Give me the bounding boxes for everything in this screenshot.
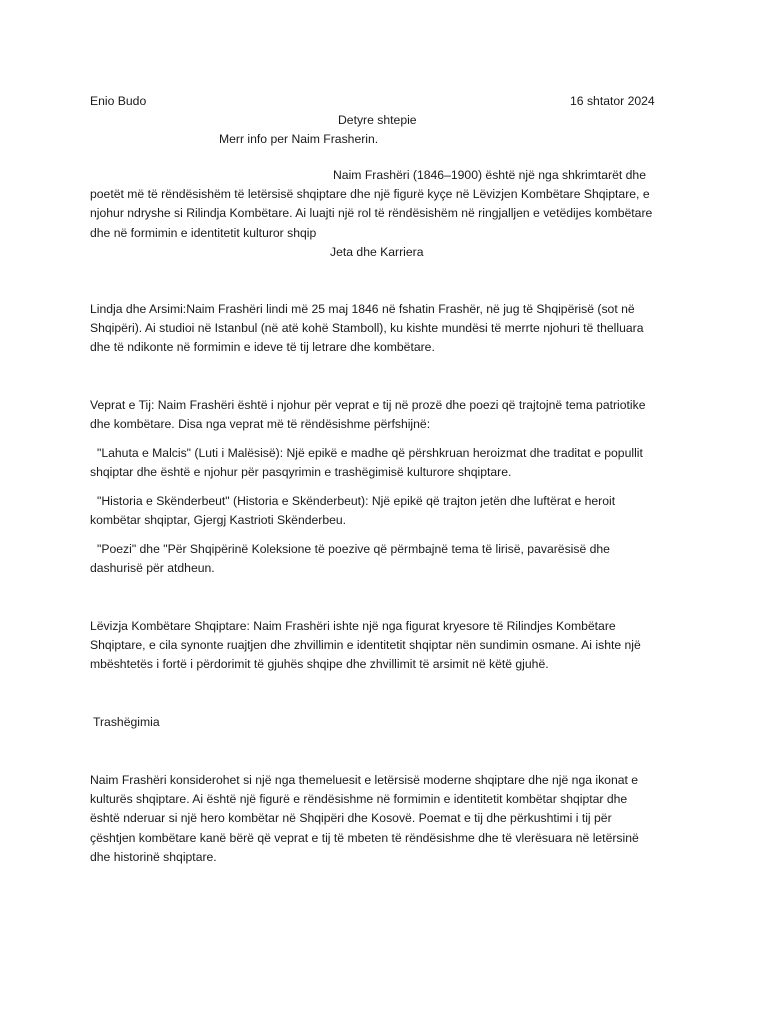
paragraph-line: mbështetës i fortë i përdorimit të gjuhës shqipe dhe zhvillimit të arsimit në këtë gjuhë. [90, 657, 549, 672]
section-heading-life: Jeta dhe Karriera [330, 245, 424, 259]
paragraph-line: dashurisë për atdheun. [90, 561, 215, 576]
work-item-historia [90, 492, 680, 530]
birth-paragraph [90, 300, 680, 358]
paragraph-line: Lëvizja Kombëtare Shqiptare: Naim Frashëri ishte një nga figurat kryesore të Rilindjes Kombëtare [90, 619, 616, 633]
paragraph-line: poetët më të rëndësishëm të letërsisë shqiptare dhe një figurë kyçe në Lëvizjen Kombëtare Shqiptare, e [90, 187, 650, 202]
movement-paragraph [90, 617, 680, 675]
paragraph-line: çështjen kombëtare kanë bërë që veprat e tij të mbeten të rëndësishme dhe të vlerësuara në letërsinë [90, 830, 639, 845]
paragraph-line: dhe të ndikonte në formimin e ideve të tij letrare dhe kombëtare. [90, 340, 435, 355]
author-name: Enio Budo [90, 94, 147, 108]
assignment-title: Merr info per Naim Frasherin. [219, 132, 379, 146]
paragraph-line: Naim Frashëri (1846–1900) është një nga shkrimtarët dhe [333, 168, 646, 182]
work-item-poezi [90, 540, 680, 578]
paragraph-line: Naim Frashëri konsiderohet si një nga themeluesit e letërsisë moderne shqiptare dhe një nga ikonat e [90, 773, 639, 787]
paragraph-line: dhe kombëtare. Disa nga veprat më të rëndësishme përfshijnë: [90, 417, 431, 432]
work-item-lahuta [90, 444, 680, 482]
paragraph-line: kombëtar shqiptar, Gjergj Kastrioti Skënderbeu. [90, 513, 347, 528]
paragraph-line: Lindja dhe Arsimi:Naim Frashëri lindi më 25 maj 1846 në fshatin Frashër, në jug të Shqipërisë (sot në [90, 302, 635, 316]
paragraph-line: dhe historinë shqiptare. [90, 849, 217, 864]
paragraph-line: dhe në formimin e identitetit kulturor shqip [90, 225, 317, 240]
paragraph-line: Veprat e Tij: Naim Frashëri është i njohur për veprat e tij në prozë dhe poezi që trajtojnë tema patriotike [90, 398, 646, 412]
paragraph-line: "Historia e Skënderbeut" (Historia e Skënderbeut): Një epikë që trajton jetën dhe luftërat e heroit [97, 494, 616, 508]
paragraph-line: Shqipëri). Ai studioi në Istanbul (në atë kohë Stamboll), ku kishte mundësi të merrte njohuri të thelluara [90, 321, 644, 336]
paragraph-line: është nderuar si një hero kombëtar në Shqipëri dhe Kosovë. Poemat e tij dhe përkushtimi i tij për [90, 811, 612, 826]
legacy-paragraph [90, 771, 680, 867]
paragraph-line: shqiptar dhe është e njohur për pasqyrimin e trashëgimisë kulturore shqiptare. [90, 465, 512, 480]
paragraph-line: njohur ndryshe si Rilindja Kombëtare. Ai luajti një rol të rëndësishëm në ringjalljen e vetëdijes kombëtare [90, 206, 653, 221]
section-heading-legacy: Trashëgimia [93, 715, 160, 729]
document-date: 16 shtator 2024 [570, 94, 655, 108]
paragraph-line: "Poezi" dhe "Për Shqipërinë Koleksione të poezive që përmbajnë tema të lirisë, pavarësisë dhe [97, 542, 610, 556]
intro-paragraph [90, 166, 680, 243]
works-paragraph [90, 396, 680, 434]
paragraph-line: "Lahuta e Malcis" (Luti i Malësisë): Një epikë e madhe që përshkruan heroizmat dhe traditat e popullit [97, 446, 643, 460]
document-subject: Detyre shtepie [338, 113, 417, 127]
paragraph-line: Shqiptare, e cila synonte ruajtjen dhe zhvillimin e identitetit shqiptar nën sundimin osmane. Ai ishte një [90, 638, 641, 653]
paragraph-line: kulturës shqiptare. Ai është një figurë e rëndësishme në formimin e identitetit kombëtar shqiptar dhe [90, 792, 628, 807]
